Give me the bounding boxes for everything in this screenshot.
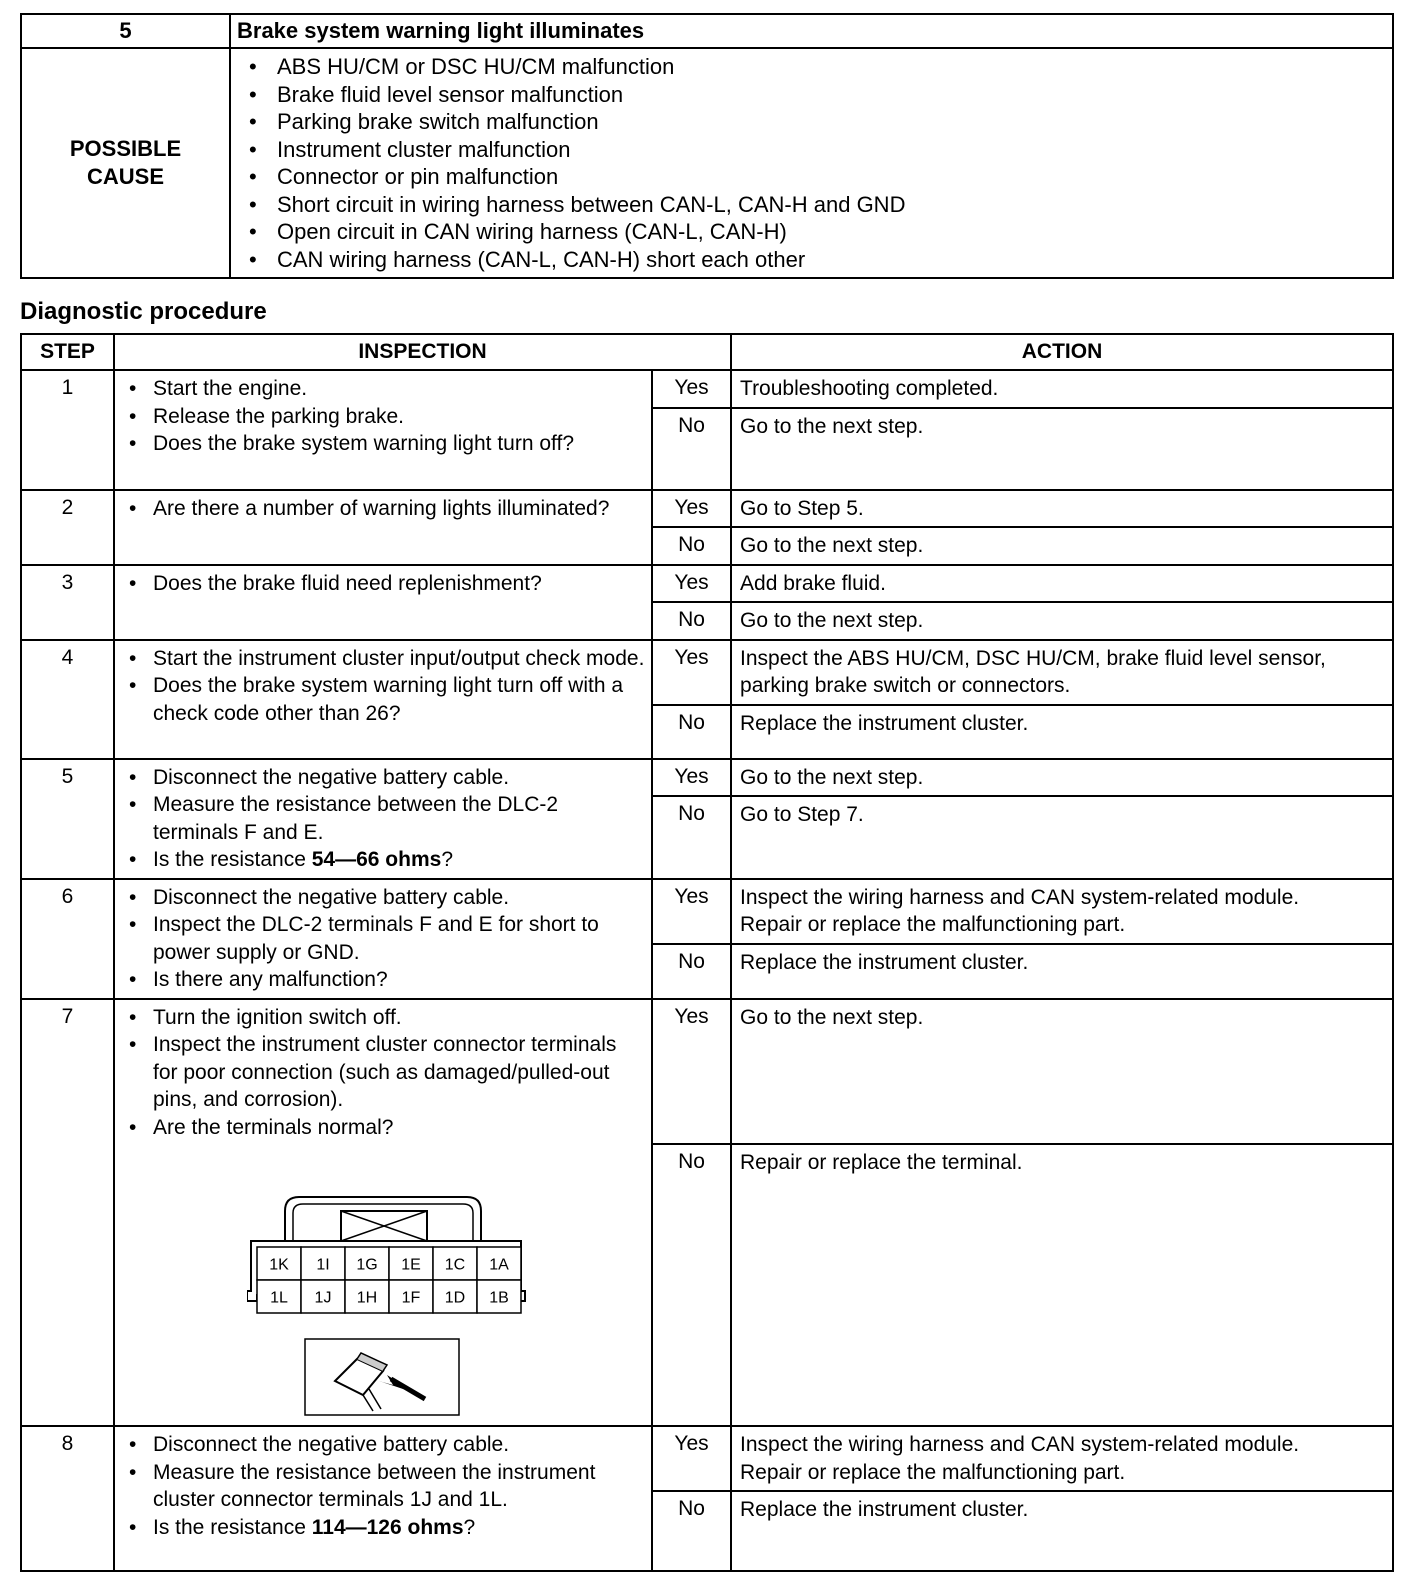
symptom-number: 5 xyxy=(21,14,230,48)
connector-pin-label: 1G xyxy=(356,1256,378,1274)
symptom-table xyxy=(20,13,1394,279)
inspection-item: • Turn the ignition switch off. xyxy=(115,1004,645,1032)
yes-action: Inspect the wiring harness and CAN system-related module. Repair or replace the malfunctioning part. xyxy=(731,879,1393,944)
no-action: Go to Step 7. xyxy=(731,796,1393,878)
no-label: No xyxy=(652,408,731,490)
inspection-item: • Disconnect the negative battery cable. xyxy=(115,764,645,792)
yes-action: Go to the next step. xyxy=(731,759,1393,797)
no-label: No xyxy=(652,796,731,878)
inspection-cell xyxy=(114,490,652,565)
step-row xyxy=(21,640,1393,705)
header-row xyxy=(21,334,1393,370)
no-label: No xyxy=(652,527,731,565)
symptom-title: Brake system warning light illuminates xyxy=(230,14,1393,48)
inspection-item: • Are the terminals normal? xyxy=(115,1114,645,1142)
inspection-cell xyxy=(114,565,652,640)
step-row xyxy=(21,759,1393,797)
probe-illustration-frame xyxy=(305,1339,459,1415)
yes-action: Inspect the ABS HU/CM, DSC HU/CM, brake fluid level sensor, parking brake switch or connectors. xyxy=(731,640,1393,705)
yes-label: Yes xyxy=(652,759,731,797)
step-number: 4 xyxy=(21,640,114,759)
no-label: No xyxy=(652,602,731,640)
cause-item: • Instrument cluster malfunction xyxy=(231,136,1392,164)
inspection-cell xyxy=(114,759,652,879)
possible-cause-label: POSSIBLE CAUSE xyxy=(21,48,230,278)
connector-diagram xyxy=(247,1171,537,1421)
step-number: 5 xyxy=(21,759,114,879)
possible-cause-list xyxy=(230,48,1393,278)
inspection-cell xyxy=(114,1426,652,1571)
inspection-item: • Are there a number of warning lights illuminated? xyxy=(115,495,645,523)
inspection-cell xyxy=(114,640,652,759)
step-row xyxy=(21,565,1393,603)
no-label: No xyxy=(652,1491,731,1571)
inspection-item: • Is the resistance 54—66 ohms? xyxy=(115,846,645,874)
yes-label: Yes xyxy=(652,370,731,408)
connector-pin-label: 1F xyxy=(401,1289,421,1307)
no-action: Replace the instrument cluster. xyxy=(731,944,1393,999)
inspection-cell xyxy=(114,370,652,490)
yes-action: Add brake fluid. xyxy=(731,565,1393,603)
connector-pin-label: 1A xyxy=(489,1256,509,1274)
cause-item: • Brake fluid level sensor malfunction xyxy=(231,81,1392,109)
connector-pin-label: 1J xyxy=(314,1289,332,1307)
inspection-item: • Measure the resistance between the DLC-2 terminals F and E. xyxy=(115,791,645,846)
inspection-item: • Measure the resistance between the instrument cluster connector terminals 1J and 1L. xyxy=(115,1459,645,1514)
resistance-spec: 54—66 ohms xyxy=(311,848,442,871)
section-title: Diagnostic procedure xyxy=(20,298,267,325)
connector-pin-grid xyxy=(257,1247,521,1313)
connector-pin-label: 1L xyxy=(270,1289,288,1307)
cause-item: • Parking brake switch malfunction xyxy=(231,108,1392,136)
yes-label: Yes xyxy=(652,490,731,528)
no-action: Go to the next step. xyxy=(731,408,1393,490)
yes-action: Inspect the wiring harness and CAN system-related module. Repair or replace the malfunctioning part. xyxy=(731,1426,1393,1491)
step-number: 6 xyxy=(21,879,114,999)
diagnostic-procedure-table xyxy=(20,333,1394,1572)
yes-action: Go to the next step. xyxy=(731,999,1393,1145)
connector-pin-label: 1I xyxy=(316,1256,330,1274)
inspection-item: • Does the brake fluid need replenishment? xyxy=(115,570,645,598)
connector-pin-label: 1D xyxy=(444,1289,466,1307)
no-label: No xyxy=(652,944,731,999)
action-header: ACTION xyxy=(731,334,1393,370)
no-action: Go to the next step. xyxy=(731,527,1393,565)
yes-action: Troubleshooting completed. xyxy=(731,370,1393,408)
resistance-spec: 114—126 ohms xyxy=(311,1515,464,1539)
cause-item: • Connector or pin malfunction xyxy=(231,163,1392,191)
cause-item: • ABS HU/CM or DSC HU/CM malfunction xyxy=(231,53,1392,81)
inspection-item: • Does the brake system warning light turn off with a check code other than 26? xyxy=(115,672,645,727)
cause-item: • Short circuit in wiring harness between CAN-L, CAN-H and GND xyxy=(231,191,1392,219)
connector-pin-label: 1C xyxy=(444,1256,466,1274)
inspection-item: • Disconnect the negative battery cable. xyxy=(115,1431,645,1459)
inspection-item: • Start the engine. xyxy=(115,375,645,403)
inspection-cell xyxy=(114,879,652,999)
step-number: 2 xyxy=(21,490,114,565)
step-row xyxy=(21,999,1393,1145)
step-number: 1 xyxy=(21,370,114,490)
connector-pin-label: 1K xyxy=(269,1256,289,1274)
no-label: No xyxy=(652,1144,731,1426)
inspection-item: • Is the resistance 114—126 ohms? xyxy=(115,1514,645,1542)
yes-label: Yes xyxy=(652,565,731,603)
yes-label: Yes xyxy=(652,1426,731,1491)
yes-action: Go to Step 5. xyxy=(731,490,1393,528)
no-action: Replace the instrument cluster. xyxy=(731,1491,1393,1571)
step-row xyxy=(21,879,1393,944)
cause-item: • CAN wiring harness (CAN-L, CAN-H) short each other xyxy=(231,246,1392,274)
inspection-header: INSPECTION xyxy=(114,334,731,370)
inspection-cell xyxy=(114,999,652,1427)
yes-label: Yes xyxy=(652,640,731,705)
connector-pin-label: 1E xyxy=(401,1256,421,1274)
no-action: Repair or replace the terminal. xyxy=(731,1144,1393,1426)
inspection-item: • Inspect the instrument cluster connector terminals for poor connection (such as damaged/pulled-out pins, and corrosion). xyxy=(115,1031,645,1114)
step-number: 3 xyxy=(21,565,114,640)
inspection-item: • Does the brake system warning light turn off? xyxy=(115,430,645,458)
step-row xyxy=(21,490,1393,528)
step-number: 7 xyxy=(21,999,114,1427)
probe-illustration xyxy=(335,1353,425,1411)
inspection-item: • Release the parking brake. xyxy=(115,403,645,431)
inspection-item: • Is there any malfunction? xyxy=(115,966,645,994)
no-action: Go to the next step. xyxy=(731,602,1393,640)
yes-label: Yes xyxy=(652,999,731,1145)
step-header: STEP xyxy=(21,334,114,370)
inspection-item: • Start the instrument cluster input/output check mode. xyxy=(115,645,645,673)
step-row xyxy=(21,1426,1393,1491)
step-number: 8 xyxy=(21,1426,114,1571)
no-label: No xyxy=(652,705,731,759)
step-row xyxy=(21,370,1393,408)
yes-label: Yes xyxy=(652,879,731,944)
connector-pin-label: 1B xyxy=(489,1289,509,1307)
no-action: Replace the instrument cluster. xyxy=(731,705,1393,759)
cause-item: • Open circuit in CAN wiring harness (CAN-L, CAN-H) xyxy=(231,218,1392,246)
inspection-item: • Disconnect the negative battery cable. xyxy=(115,884,645,912)
connector-pin-label: 1H xyxy=(356,1289,378,1307)
inspection-item: • Inspect the DLC-2 terminals F and E for short to power supply or GND. xyxy=(115,911,645,966)
